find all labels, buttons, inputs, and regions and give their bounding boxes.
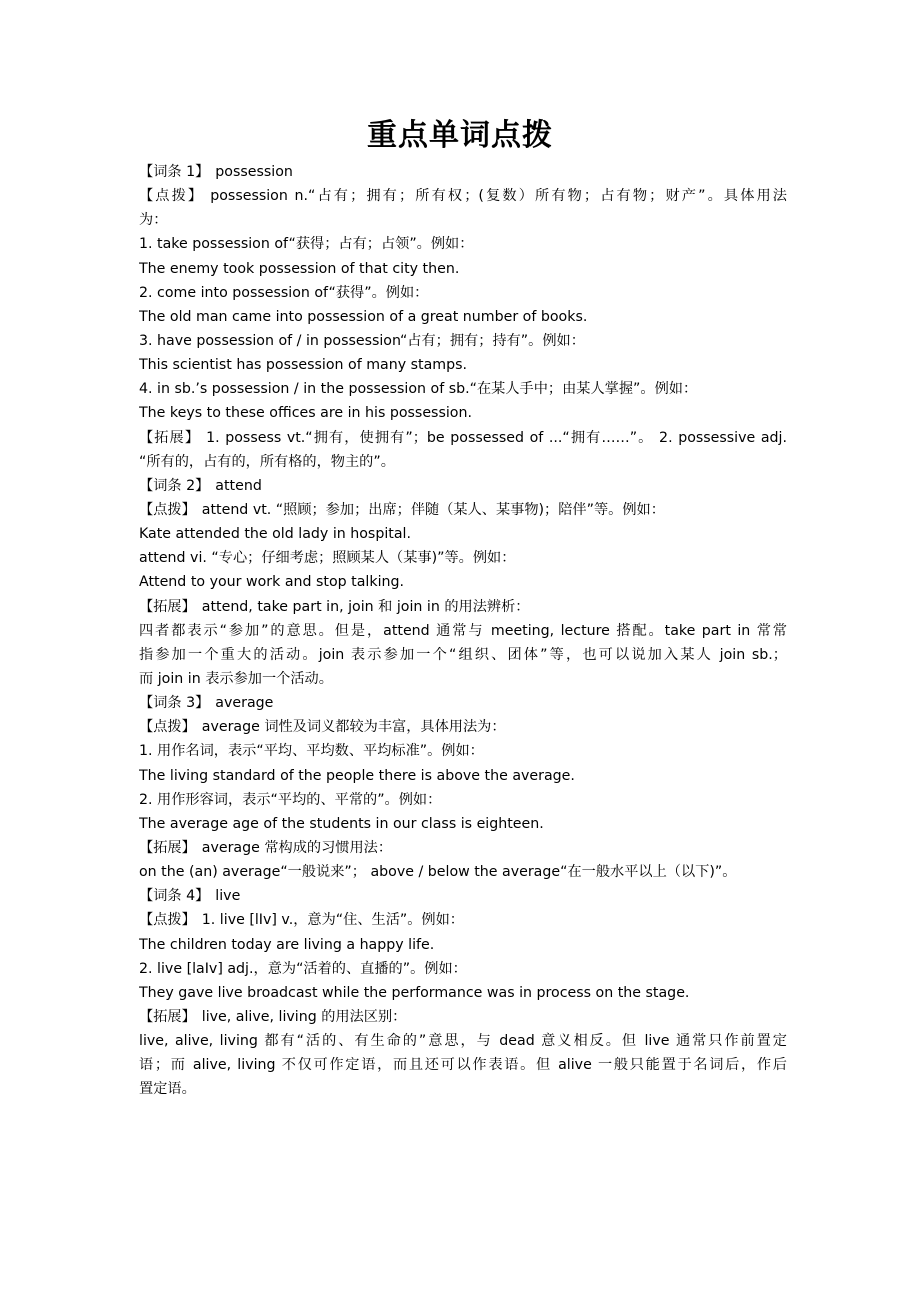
- text-line: [139, 1053, 787, 1077]
- entry-tag: 【点拨】: [139, 719, 196, 736]
- text-line: [139, 860, 787, 884]
- text-line: [139, 715, 787, 739]
- text-line: [139, 498, 787, 522]
- line-text: They gave live broadcast while the performance was in process on the stage.: [139, 984, 690, 1001]
- text-line: [139, 450, 787, 474]
- text-line: [139, 426, 787, 450]
- text-line: [139, 184, 787, 208]
- line-text: 指参加一个重大的活动。join 表示参加一个“组织、团体”等，也可以说加入某人 join sb.；: [139, 646, 787, 663]
- text-line: [139, 933, 787, 957]
- entry-tag: 【词条 2】: [139, 477, 210, 494]
- entry-tag: 【拓展】: [139, 839, 196, 856]
- line-text: possession: [215, 164, 293, 180]
- line-text: Attend to your work and stop talking.: [139, 574, 405, 591]
- line-text: The keys to these offices are in his possession.: [139, 405, 472, 422]
- text-line: [139, 1005, 787, 1029]
- text-line: [139, 401, 787, 425]
- entry-tag: 【拓展】: [139, 598, 196, 615]
- line-text: 3. have possession of / in possession“占有；拥有；持有”。例如：: [139, 332, 585, 349]
- entry-tag: 【点拨】: [139, 912, 196, 929]
- line-text: attend, take part in, join 和 join in 的用法辨析：: [201, 598, 530, 615]
- line-text: average 常构成的习惯用法：: [201, 839, 393, 856]
- text-line: [139, 208, 787, 232]
- line-text: 1. possess vt.“拥有，使拥有”；be possessed of ...“拥有……”。 2. possessive adj.: [206, 429, 787, 446]
- entry-tag: 【拓展】: [139, 1008, 196, 1025]
- line-text: The children today are living a happy life.: [139, 936, 435, 953]
- line-text: 1. 用作名词，表示“平均、平均数、平均标准”。例如：: [139, 743, 484, 760]
- text-line: [139, 281, 787, 305]
- entry-tag: 【词条 1】: [139, 164, 210, 180]
- line-text: 2. come into possession of“获得”。例如：: [139, 284, 429, 301]
- line-text: 而 join in 表示参加一个活动。: [139, 670, 333, 687]
- text-line: [139, 667, 787, 691]
- text-line: [139, 257, 787, 281]
- text-line: [139, 570, 787, 594]
- line-text: 1. take possession of“获得；占有；占领”。例如：: [139, 236, 474, 253]
- line-text: 1. live [lⅠv] v.，意为“住、生活”。例如：: [201, 912, 464, 929]
- line-text: attend vt. “照顾；参加；出席；伴随（某人、某事物)；陪伴”等。例如：: [201, 501, 665, 518]
- entry-tag: 【词条 4】: [139, 888, 210, 905]
- text-line: [139, 764, 787, 788]
- text-line: [139, 305, 787, 329]
- line-text: “所有的，占有的，所有格的，物主的”。: [139, 453, 395, 470]
- line-text: live, alive, living 的用法区别：: [201, 1008, 407, 1025]
- text-line: [139, 908, 787, 932]
- line-text: attend vi. “专心；仔细考虑；照顾某人（某事)”等。例如：: [139, 550, 516, 567]
- text-line: [139, 595, 787, 619]
- line-text: This scientist has possession of many stamps.: [139, 357, 467, 374]
- entry-tag: 【词条 3】: [139, 695, 210, 712]
- text-line: [139, 546, 787, 570]
- line-text: The old man came into possession of a great number of books.: [139, 308, 588, 325]
- line-text: 2. live [laⅠv] adj.，意为“活着的、直播的”。例如：: [139, 960, 467, 977]
- text-line: [139, 1029, 787, 1053]
- text-line: [139, 643, 787, 667]
- text-line: [139, 1077, 787, 1101]
- page-title: 重点单词点拨: [367, 118, 553, 153]
- document-body: [139, 160, 787, 1101]
- text-line: [139, 691, 787, 715]
- line-text: 语；而 alive, living 不仅可作定语，而且还可以作表语。但 alive 一般只能置于名词后，作后: [139, 1057, 787, 1074]
- text-line: [139, 812, 787, 836]
- text-line: [139, 836, 787, 860]
- text-line: [139, 981, 787, 1005]
- line-text: The living standard of the people there is above the average.: [139, 767, 575, 784]
- entry-tag: 【点拨】: [139, 188, 205, 205]
- line-text: The enemy took possession of that city then.: [139, 260, 460, 277]
- line-text: average: [215, 695, 274, 712]
- line-text: The average age of the students in our class is eighteen.: [139, 815, 544, 832]
- text-line: [139, 884, 787, 908]
- text-line: [139, 474, 787, 498]
- line-text: 2. 用作形容词，表示“平均的、平常的”。例如：: [139, 791, 442, 808]
- line-text: average 词性及词义都较为丰富，具体用法为：: [201, 719, 506, 736]
- entry-tag: 【点拨】: [139, 501, 196, 518]
- text-line: [139, 232, 787, 256]
- text-line: [139, 353, 787, 377]
- line-text: 四者都表示“参加”的意思。但是，attend 通常与 meeting, lecture 搭配。take part in 常常: [139, 622, 787, 639]
- line-text: possession n.“占有；拥有；所有权；(复数）所有物；占有物；财产”。具体用法: [210, 188, 787, 205]
- entry-tag: 【拓展】: [139, 429, 201, 446]
- line-text: 为：: [139, 212, 168, 229]
- line-text: 置定语。: [139, 1081, 196, 1098]
- text-line: [139, 522, 787, 546]
- text-line: [139, 788, 787, 812]
- line-text: on the (an) average“一般说来”； above / below the average“在一般水平以上（以下)”。: [139, 864, 737, 881]
- text-line: [139, 739, 787, 763]
- line-text: live: [215, 888, 241, 905]
- line-text: 4. in sb.’s possession / in the possession of sb.“在某人手中；由某人掌握”。例如：: [139, 381, 698, 398]
- text-line: [139, 619, 787, 643]
- text-line: [139, 160, 787, 184]
- text-line: [139, 329, 787, 353]
- text-line: [139, 377, 787, 401]
- line-text: live, alive, living 都有“活的、有生命的”意思，与 dead 意义相反。但 live 通常只作前置定: [139, 1033, 787, 1050]
- line-text: Kate attended the old lady in hospital.: [139, 526, 411, 543]
- line-text: attend: [215, 477, 262, 494]
- text-line: [139, 957, 787, 981]
